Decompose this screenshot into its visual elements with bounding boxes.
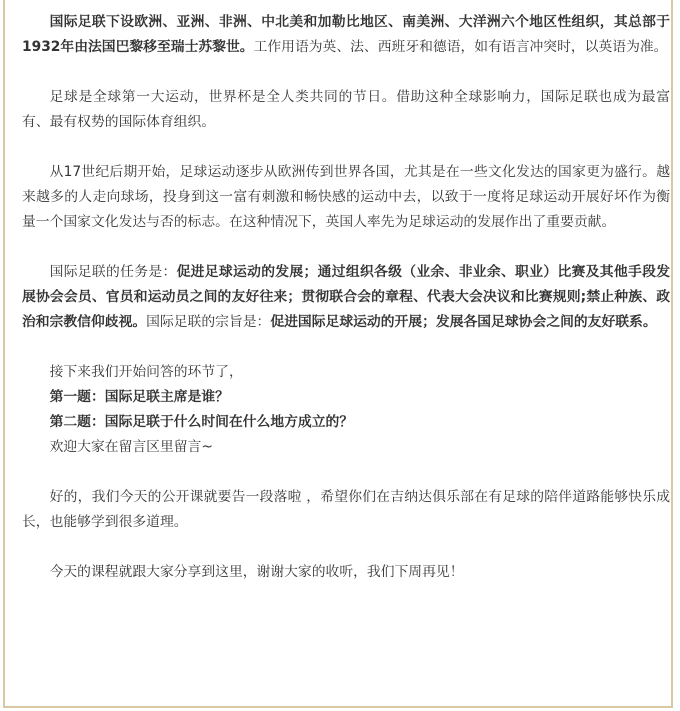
comment-invite-line: 欢迎大家在留言区里留言~ xyxy=(49,439,213,455)
paragraph-gap xyxy=(22,335,670,360)
paragraph-football-history xyxy=(22,160,670,235)
paragraph-gap xyxy=(22,460,670,485)
fifa-purpose-bold: 促进国际足球运动的开展；发展各国足球协会之间的友好联系。 xyxy=(270,314,657,330)
question-two-text: 第二题：国际足联于什么时间在什么地方成立的？ xyxy=(49,414,354,430)
paragraph-fifa-regions xyxy=(22,10,670,60)
fifa-purpose-label: 国际足联的宗旨是： xyxy=(146,314,271,330)
paragraph-farewell xyxy=(22,560,670,585)
paragraph-gap xyxy=(22,60,670,85)
fifa-regions-bold: 国际足联下设欧洲、亚洲、非洲、中北美和加勒比地区、南美洲、大洋洲六个地区性组织，其总部于1932年由法国巴黎移至瑞士苏黎世。 xyxy=(22,14,670,55)
question-two xyxy=(22,410,670,435)
fifa-languages-text: 工作用语为英、法、西班牙和德语，如有语言冲突时，以英语为准。 xyxy=(253,39,668,55)
paragraph-gap xyxy=(22,135,670,160)
paragraph-gap xyxy=(22,535,670,560)
fifa-task-label: 国际足联的任务是： xyxy=(49,264,177,280)
farewell-text: 今天的课程就跟大家分享到这里，谢谢大家的收听，我们下周再见！ xyxy=(49,564,464,580)
question-one-text: 第一题：国际足联主席是谁？ xyxy=(49,389,229,405)
qa-intro-line: 接下来我们开始问答的环节了， xyxy=(49,364,243,380)
paragraph-fifa-mission xyxy=(22,260,670,335)
question-one xyxy=(22,385,670,410)
paragraph-gap xyxy=(22,235,670,260)
paragraph-closing-wishes xyxy=(22,485,670,535)
article-body xyxy=(22,10,670,585)
football-history-text: 从17世纪后期开始，足球运动逐步从欧洲传到世界各国，尤其是在一些文化发达的国家更为盛行。越来越多的人走向球场，投身到这一富有刺激和畅快感的运动中去，以致于一度将足球运动开展好坏作为衡量一个国家文化发达与否的标志。在这种情况下，英国人率先为足球运动的发展作出了重要贡献。 xyxy=(22,164,670,230)
closing-wishes-text: 好的，我们今天的公开课就要告一段落啦 ，希望你们在吉纳达俱乐部在有足球的陪伴道路能够快乐成长，也能够学到很多道理。 xyxy=(22,489,670,530)
football-popularity-text: 足球是全球第一大运动，世界杯是全人类共同的节日。借助这种全球影响力，国际足联也成为最富有、最有权势的国际体育组织。 xyxy=(22,89,670,130)
paragraph-football-popularity xyxy=(22,85,670,135)
fifa-task-bold: 促进足球运动的发展；通过组织各级（业余、非业余、职业）比赛及其他手段发展协会会员、官员和运动员之间的友好往来；贯彻联合会的章程、代表大会决议和比赛规则;禁止种族、政治和宗教信仰歧视。 xyxy=(22,264,671,330)
article-frame xyxy=(3,0,673,708)
